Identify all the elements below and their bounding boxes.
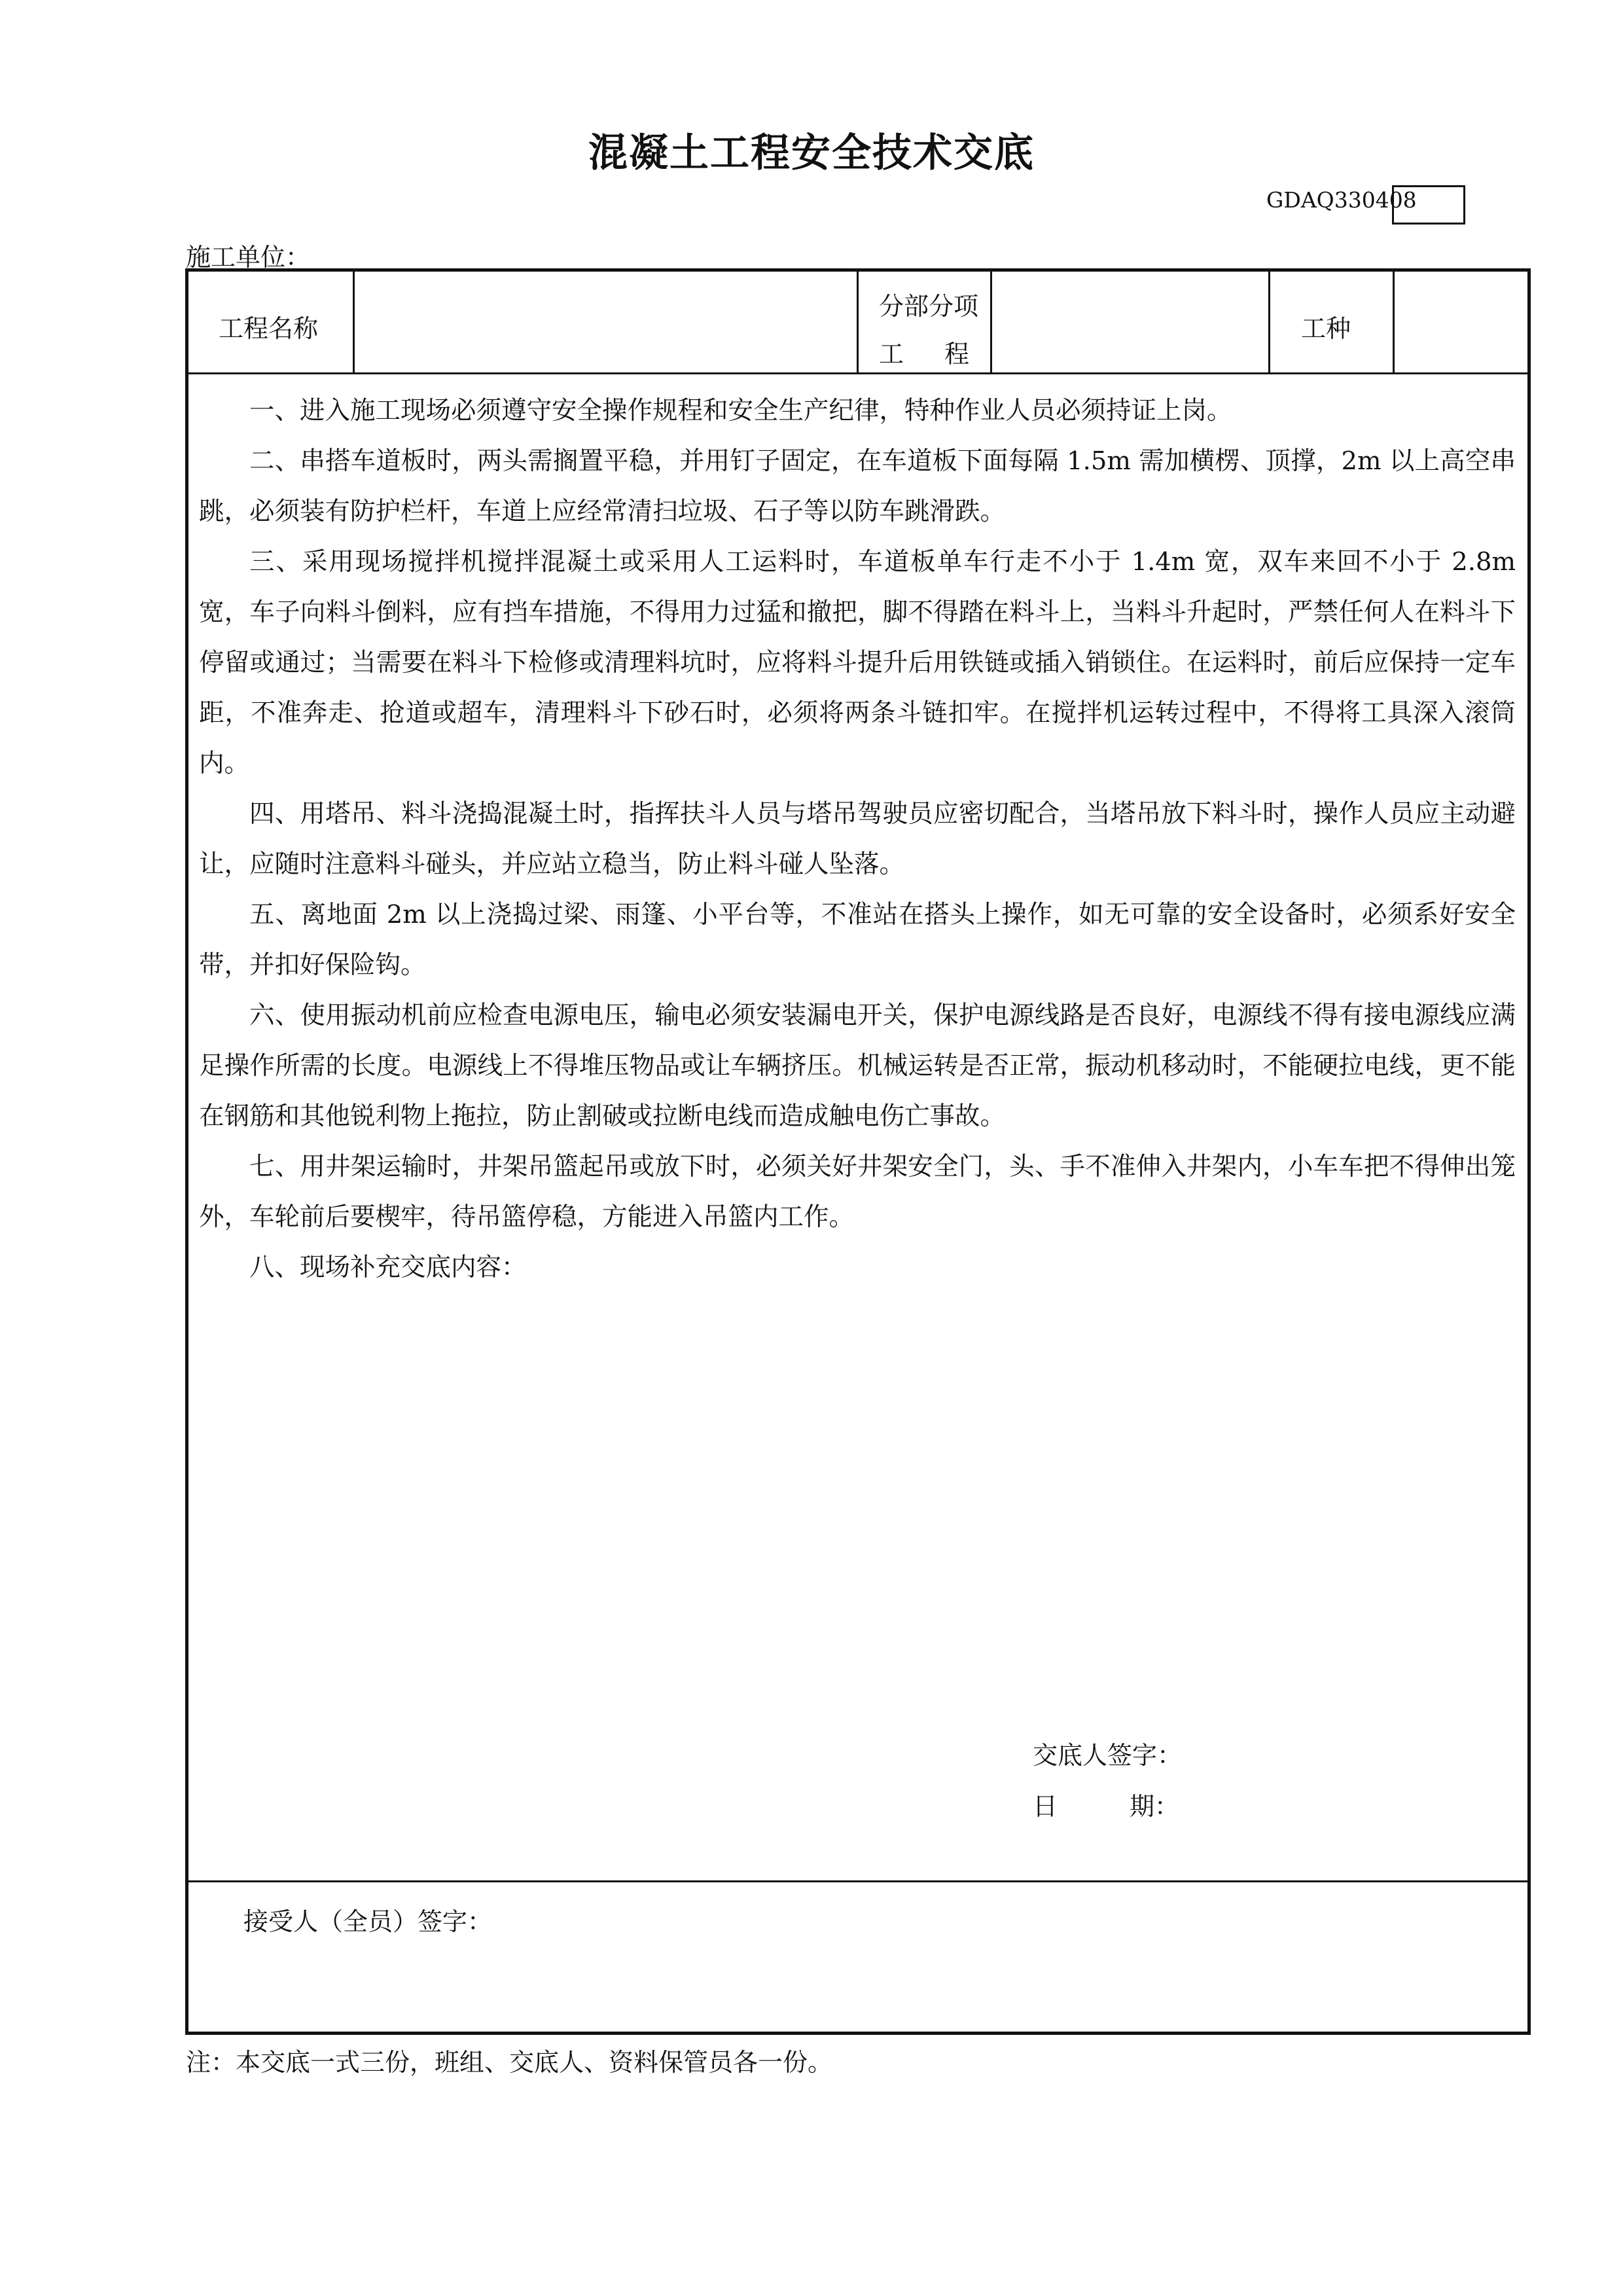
footnote: 注：本交底一式三份，班组、交底人、资料保管员各一份。 [186, 2048, 833, 2077]
divider [353, 272, 355, 372]
divider [857, 272, 859, 372]
sub-project-label-line1: 分部分项 [879, 292, 979, 321]
paragraph-5: 五、离地面 2m 以上浇捣过梁、雨篷、小平台等，不准站在搭头上操作，如无可靠的安全设备时，必须系好安全带，并扣好保险钩。 [199, 900, 1516, 980]
paragraph-6: 六、使用振动机前应检查电源电压，输电必须安装漏电开关，保护电源线路是否良好，电源线不得有接电源线应满足操作所需的长度。电源线上不得堆压物品或让车辆挤压。机械运转是否正常，振动机移动时，不能硬拉电线，更不能在钢筋和其他锐利物上拖拉，防止割破或拉断电线而造成触电伤亡事故。 [199, 1001, 1516, 1131]
paragraph-8: 八、现场补充交底内容： [249, 1253, 527, 1282]
construction-unit-label: 施工单位： [186, 243, 311, 272]
form-code-suffix-box[interactable] [1392, 185, 1465, 224]
date-row [1033, 1781, 1182, 1832]
document-title: 混凝土工程安全技术交底 [588, 130, 1035, 176]
project-name-label: 工程名称 [219, 314, 319, 343]
divider [990, 272, 992, 372]
paragraph-7: 七、用井架运输时，井架吊篮起吊或放下时，必须关好井架安全门，头、手不准伸入井架内，小车车把不得伸出笼外，车轮前后要楔牢，待吊篮停稳，方能进入吊篮内工作。 [199, 1152, 1516, 1232]
paragraph-4: 四、用塔吊、料斗浇捣混凝土时，指挥扶斗人员与塔吊驾驶员应密切配合，当塔吊放下料斗时，操作人员应主动避让，应随时注意料斗碰头，并应站立稳当，防止料斗碰人坠落。 [199, 799, 1516, 879]
sub-project-label-line2-b: 程 [944, 340, 970, 368]
signature-block [1033, 1730, 1182, 1832]
divider [1268, 272, 1270, 372]
project-name-field[interactable] [360, 278, 851, 366]
paragraph-1: 一、进入施工现场必须遵守安全操作规程和安全生产纪律，特种作业人员必须持证上岗。 [249, 396, 1232, 425]
disclosure-form-table [185, 268, 1531, 2035]
sub-project-field[interactable] [997, 278, 1262, 366]
sub-project-label-line2-a: 工 [879, 340, 904, 368]
discloser-signature-label: 交底人签字： [1033, 1741, 1183, 1770]
divider [188, 1880, 1527, 1882]
date-label-a: 日 [1033, 1792, 1058, 1821]
date-label-b: 期： [1130, 1792, 1180, 1821]
trade-field[interactable] [1399, 278, 1521, 366]
divider [188, 372, 1527, 374]
form-code: GDAQ330408 [1266, 187, 1417, 213]
trade-label: 工种 [1301, 314, 1351, 343]
paragraph-2: 二、串搭车道板时，两头需搁置平稳，并用钉子固定，在车道板下面每隔 1.5m 需加横楞、顶撑，2m 以上高空串跳，必须装有防护栏杆，车道上应经常清扫垃圾、石子等以防车跳滑跌。 [199, 446, 1516, 526]
disclosure-content [199, 386, 1516, 1293]
paragraph-3: 三、采用现场搅拌机搅拌混凝土或采用人工运料时，车道板单车行走不小于 1.4m 宽，双车来回不小于 2.8m 宽，车子向料斗倒料，应有挡车措施，不得用力过猛和撤把，脚不得踏在料斗上，当料斗升起时，严禁任何人在料斗下停留或通过；当需要在料斗下检修或清理料坑时，应将料斗提升后用铁链或插入销锁住。在运料时，前后应保持一定车距，不准奔走、抢道或超车，清理料斗下砂石时，必须将两条斗链扣牢。在搅拌机运转过程中，不得将工具深入滚筒内。 [199, 547, 1516, 778]
receiver-signature-label: 接受人（全员）签字： [243, 1907, 493, 1936]
divider [1393, 272, 1395, 372]
